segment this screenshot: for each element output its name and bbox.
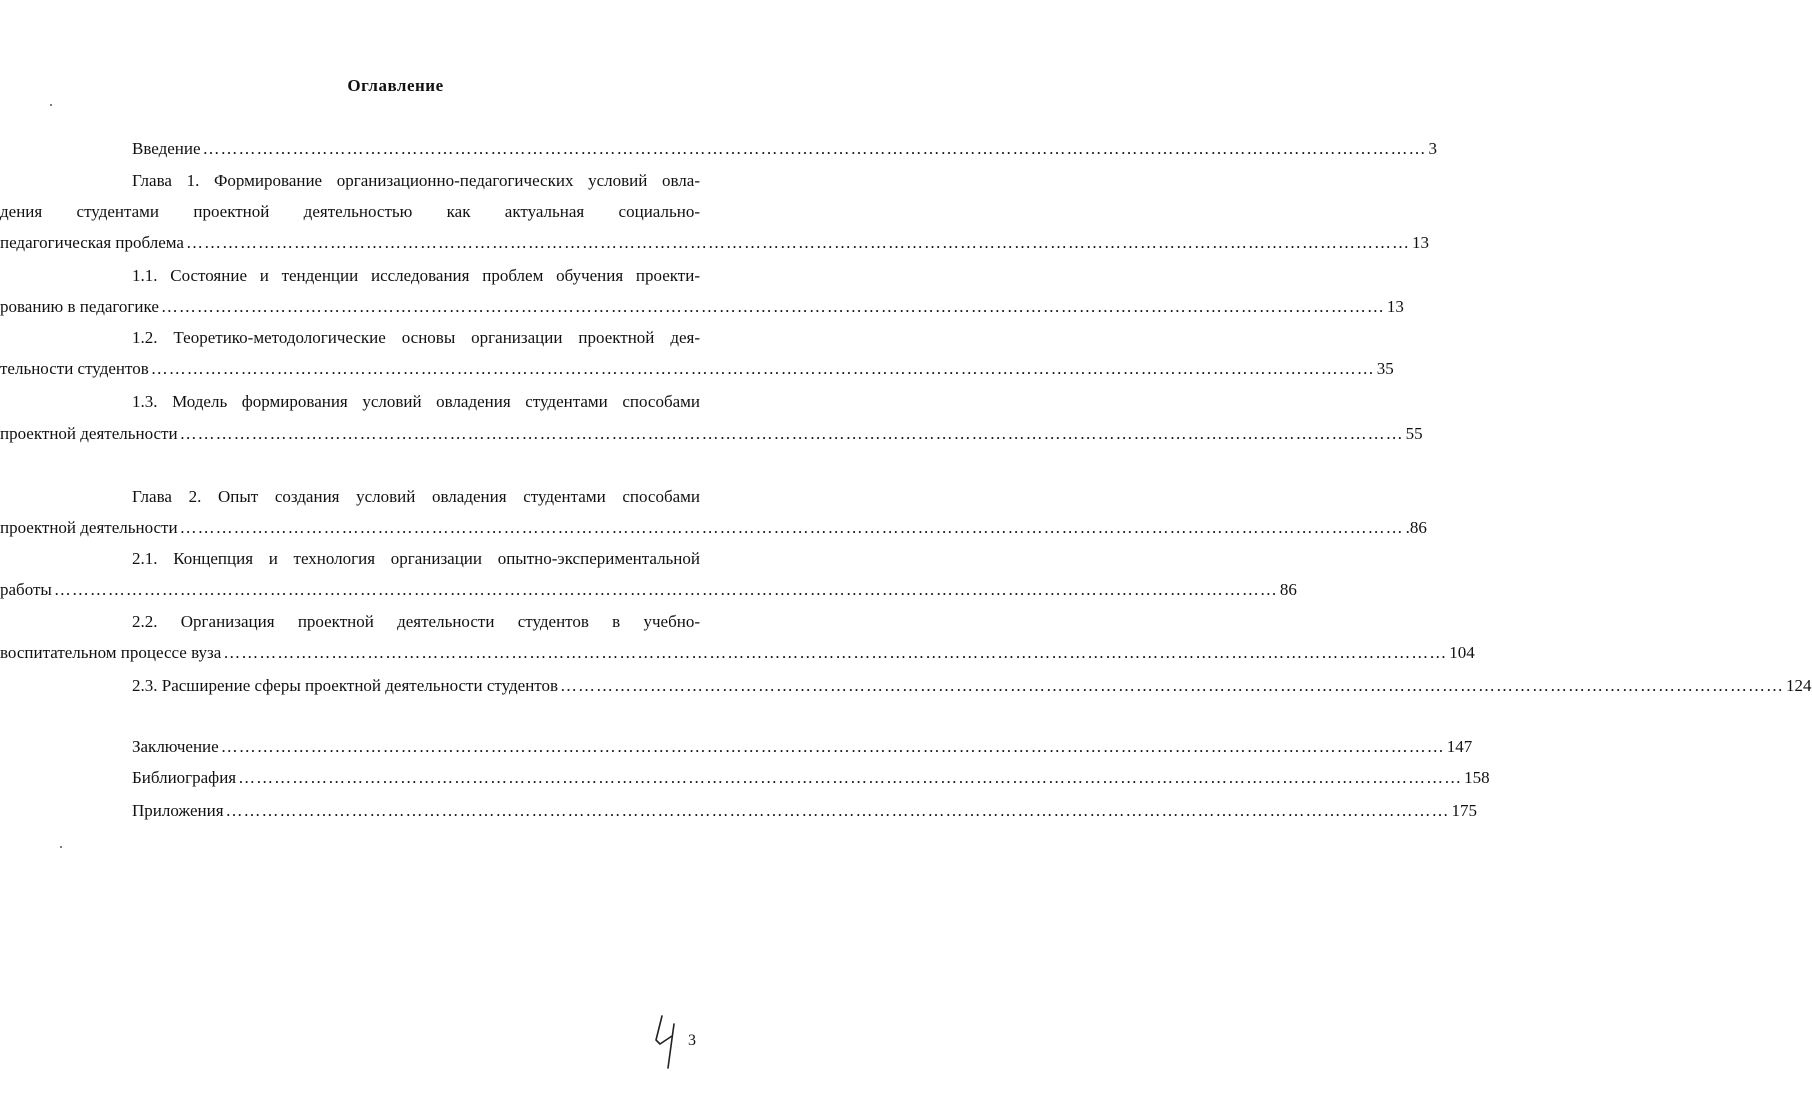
toc-leader-dots: …………………………………………………………………………………………………………………………………………………………………………………… (223, 643, 1448, 662)
toc-entry-intro (132, 137, 1438, 161)
toc-page-number: 13 (1386, 297, 1404, 316)
toc-label: рованию в педагогике (0, 297, 159, 316)
toc-entry-chapter1-line2: дения студентами проектной деятельностью как актуальная социально- (0, 202, 700, 221)
toc-page-number: 147 (1446, 737, 1473, 756)
toc-entry-bibliography (132, 766, 1490, 790)
toc-entry-chapter2-line1: Глава 2. Опыт создания условий овладения студентами способами (132, 487, 700, 506)
toc-entry-1-3-line1: 1.3. Модель формирования условий овладения студентами способами (132, 392, 700, 411)
toc-entry-1-1 (0, 295, 1404, 319)
toc-entry-chapter1 (0, 231, 1429, 255)
toc-entry-1-2 (0, 357, 1394, 381)
toc-entry-2-1 (0, 578, 1297, 602)
toc-page-number: 124 (1786, 676, 1812, 695)
toc-entry-2-3 (132, 674, 1812, 698)
toc-leader-dots: …………………………………………………………………………………………………………………………………………………………………………………… (160, 297, 1385, 316)
toc-label: Заключение (132, 737, 219, 756)
page-number: 3 (688, 1032, 696, 1049)
toc-entry-2-1-line1: 2.1. Концепция и технология организации опытно-экспериментальной (132, 549, 700, 568)
toc-entry-1-1-line1: 1.1. Состояние и тенденции исследования проблем обучения проекти- (132, 266, 700, 285)
toc-page-number: .86 (1405, 518, 1427, 537)
toc-entry-1-3 (0, 422, 1423, 446)
toc-page-number: 104 (1449, 643, 1475, 662)
toc-label: проектной деятельности (0, 518, 178, 537)
handwritten-signature (650, 1010, 690, 1074)
toc-page-number: 3 (1428, 139, 1438, 158)
toc-label: Библиография (132, 768, 237, 787)
scan-speck (50, 104, 52, 106)
toc-entry-chapter2 (0, 516, 1427, 540)
toc-label: Введение (132, 139, 201, 158)
toc-entry-appendix (132, 799, 1478, 823)
toc-leader-dots: …………………………………………………………………………………………………………………………………………………………………………………… (150, 359, 1375, 378)
toc-entry-1-2-line1: 1.2. Теоретико-методологические основы организации проектной дея- (132, 328, 700, 347)
toc-entry-chapter1-line1: Глава 1. Формирование организационно-педагогических условий овла- (132, 171, 700, 190)
toc-page-number: 35 (1376, 359, 1394, 378)
toc-label: 2.3. Расширение сферы проектной деятельности студентов (132, 676, 559, 695)
toc-page-number: 55 (1405, 424, 1423, 443)
toc-leader-dots: …………………………………………………………………………………………………………………………………………………………………………………… (179, 518, 1404, 537)
scan-speck (60, 846, 62, 848)
toc-label: Приложения (132, 801, 224, 820)
toc-leader-dots: …………………………………………………………………………………………………………………………………………………………………………………… (179, 424, 1404, 443)
toc-page-number: 158 (1464, 768, 1490, 787)
toc-page-number: 175 (1451, 801, 1478, 820)
toc-leader-dots: …………………………………………………………………………………………………………………………………………………………………………………… (220, 737, 1445, 756)
toc-entry-2-2 (0, 641, 1475, 665)
toc-page-number: 86 (1279, 580, 1297, 599)
toc-leader-dots: …………………………………………………………………………………………………………………………………………………………………………………… (53, 580, 1278, 599)
toc-page-number: 13 (1411, 233, 1429, 252)
toc-label: проектной деятельности (0, 424, 178, 443)
toc-entry-conclusion (132, 735, 1473, 759)
toc-leader-dots: …………………………………………………………………………………………………………………………………………………………………………………… (560, 676, 1785, 695)
toc-leader-dots: …………………………………………………………………………………………………………………………………………………………………………………… (238, 768, 1463, 787)
toc-label: воспитательном процессе вуза (0, 643, 222, 662)
toc-entry-2-2-line1: 2.2. Организация проектной деятельности студентов в учебно- (132, 612, 700, 631)
toc-label: педагогическая проблема (0, 233, 184, 252)
toc-leader-dots: …………………………………………………………………………………………………………………………………………………………………………………… (202, 139, 1427, 158)
toc-label: работы (0, 580, 52, 599)
toc-label: тельности студентов (0, 359, 149, 378)
toc-leader-dots: …………………………………………………………………………………………………………………………………………………………………………………… (225, 801, 1450, 820)
toc-leader-dots: …………………………………………………………………………………………………………………………………………………………………………………… (185, 233, 1410, 252)
page-title: Оглавление (347, 76, 444, 95)
